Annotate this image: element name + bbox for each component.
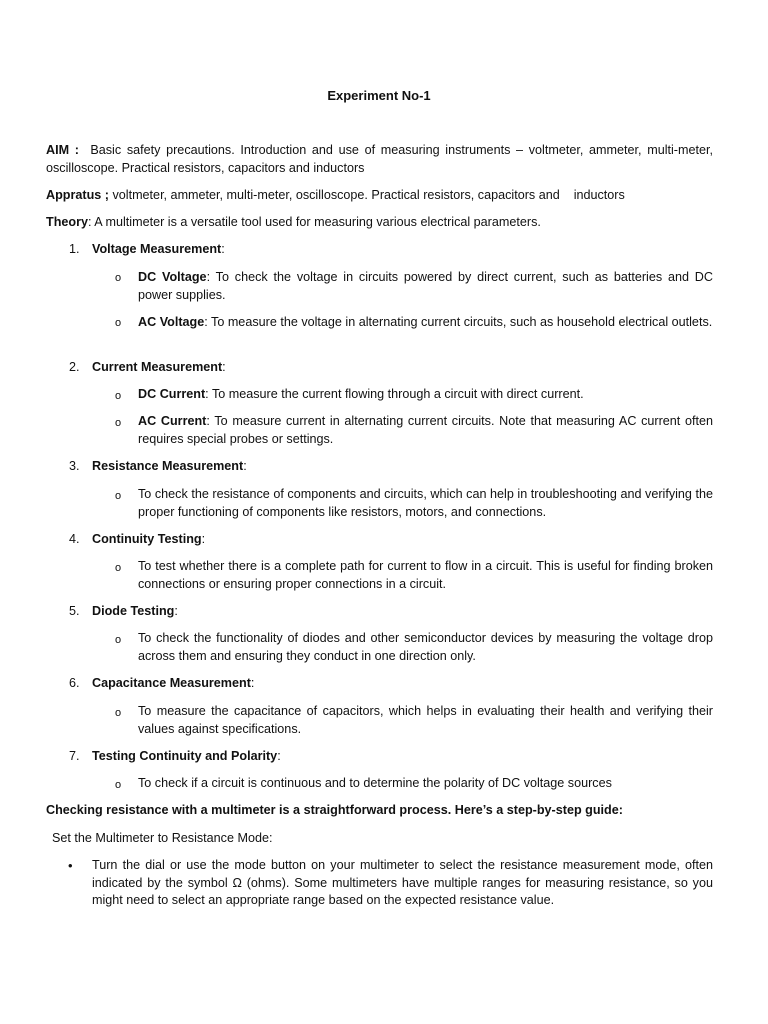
theory-label: Theory xyxy=(46,215,88,229)
section-heading: Resistance Measurement xyxy=(92,459,244,473)
heading-colon: : xyxy=(222,360,226,374)
list-item: To measure the capacitance of capacitors, which helps in evaluating their health and verifying their values against specifications. xyxy=(138,704,713,736)
apparatus-text: voltmeter, ammeter, multi-meter, oscilloscope. Practical resistors, capacitors and inductors xyxy=(108,188,625,202)
heading-colon: : xyxy=(174,604,178,618)
section-number: 6. xyxy=(69,676,80,690)
section-heading: Diode Testing xyxy=(92,604,175,618)
section-heading: Testing Continuity and Polarity xyxy=(92,749,278,763)
bullet-marker: o xyxy=(115,317,122,329)
section-number: 4. xyxy=(69,532,80,546)
section-heading: Continuity Testing xyxy=(92,532,202,546)
list-item: To check the resistance of components and circuits, which can help in troubleshooting and verifying the proper functioning of components like resistors, motors, and connections. xyxy=(138,487,713,519)
item-label: AC Current xyxy=(138,414,207,428)
bullet-marker: o xyxy=(115,707,122,719)
list-item: To test whether there is a complete path for current to flow in a circuit. This is useful for finding broken connections or ensuring proper connections in a circuit. xyxy=(138,559,713,591)
aim-label: AIM : xyxy=(46,143,79,157)
section-number: 1. xyxy=(69,242,80,256)
list-item xyxy=(138,314,713,332)
section-number: 3. xyxy=(69,459,80,473)
bullet-marker: o xyxy=(115,417,122,429)
theory-paragraph xyxy=(46,214,713,232)
section-number: 7. xyxy=(69,749,80,763)
guide-heading: Checking resistance with a multimeter is a straightforward process. Here’s a step-by-step guide: xyxy=(46,803,623,817)
heading-colon: : xyxy=(201,532,206,546)
item-text: : To measure the current flowing through a circuit with direct current. xyxy=(205,387,584,401)
heading-colon: : xyxy=(250,676,255,690)
bullet-marker: o xyxy=(115,390,122,402)
heading-colon: : xyxy=(277,749,281,763)
item-label: DC Current xyxy=(138,387,206,401)
list-item: To check the functionality of diodes and other semiconductor devices by measuring the voltage drop across them and ensuring they conduct in one direction only. xyxy=(138,631,713,663)
item-text: : To check the voltage in circuits powered by direct current, such as batteries and DC power supplies. xyxy=(138,270,713,302)
list-item: To check if a circuit is continuous and to determine the polarity of DC voltage sources xyxy=(138,776,612,790)
apparatus-paragraph xyxy=(46,187,713,205)
section-heading: Voltage Measurement xyxy=(92,242,222,256)
heading-colon: : xyxy=(221,242,225,256)
aim-paragraph xyxy=(46,142,713,177)
list-item xyxy=(138,386,713,404)
bullet-marker: o xyxy=(115,562,122,574)
section-heading: Capacitance Measurement xyxy=(92,676,251,690)
bullet-marker: • xyxy=(68,858,73,873)
bullet-marker: o xyxy=(115,490,122,502)
bullet-marker: o xyxy=(115,779,122,791)
step-title: Set the Multimeter to Resistance Mode: xyxy=(52,831,273,845)
page-title: Experiment No-1 xyxy=(327,88,431,103)
bullet-marker: o xyxy=(115,272,122,284)
section-heading: Current Measurement xyxy=(92,360,223,374)
step-bullet-text: Turn the dial or use the mode button on your multimeter to select the resistance measurement mode, often indicated by the symbol Ω (ohms). Some multimeters have multiple ranges for measuring resistance, so you might need to select an appropriate range based on the expected resistance value. xyxy=(92,858,713,907)
item-label: AC Voltage xyxy=(138,315,205,329)
section-number: 2. xyxy=(69,360,80,374)
apparatus-label: Appratus ; xyxy=(46,188,109,202)
list-item xyxy=(138,269,713,304)
item-text: : To measure current in alternating current circuits. Note that measuring AC current often requires special probes or settings. xyxy=(138,414,714,446)
section-number: 5. xyxy=(69,604,80,618)
bullet-marker: o xyxy=(115,634,122,646)
heading-colon: : xyxy=(243,459,247,473)
item-label: DC Voltage xyxy=(138,270,207,284)
item-text: : To measure the voltage in alternating current circuits, such as household electrical outlets. xyxy=(204,315,713,329)
theory-text: : A multimeter is a versatile tool used for measuring various electrical parameters. xyxy=(88,215,541,229)
aim-text: Basic safety precautions. Introduction and use of measuring instruments – voltmeter, ammeter, multi-meter, oscilloscope. Practical resistors, capacitors and inductors xyxy=(46,143,713,175)
list-item xyxy=(138,413,713,448)
